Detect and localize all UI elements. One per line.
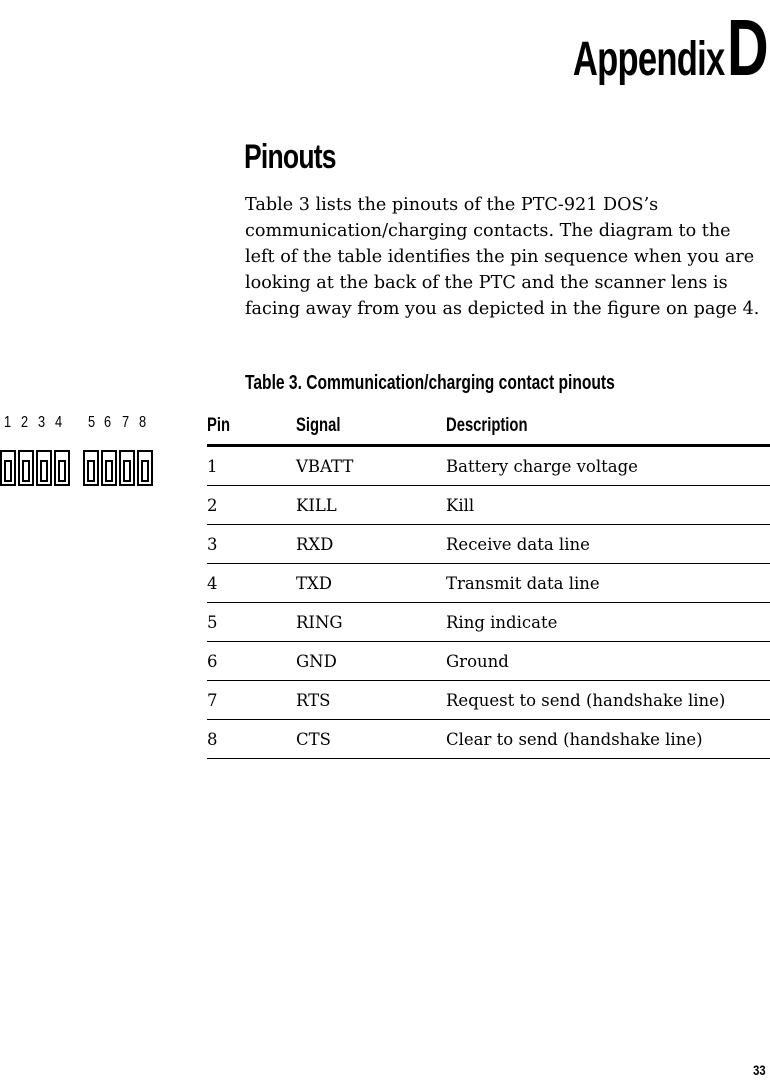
table-row [207, 564, 770, 603]
appendix-word: Appendix [572, 33, 725, 86]
cell-signal: RING [296, 603, 446, 642]
cell-description: Transmit data line [446, 564, 770, 603]
table-row [207, 603, 770, 642]
cell-signal: VBATT [296, 446, 446, 486]
contact-block-left [0, 448, 74, 492]
pin-number-label: 8 [139, 414, 147, 431]
table-caption: Table 3. Communication/charging contact pinouts [245, 372, 615, 394]
section-title: Pinouts [244, 138, 336, 176]
cell-signal: RXD [296, 525, 446, 564]
cell-signal: TXD [296, 564, 446, 603]
cell-pin: 2 [207, 486, 296, 525]
pin-number-label: 4 [55, 414, 63, 431]
page-number: 33 [753, 1062, 766, 1078]
header-pin: Pin [207, 408, 296, 446]
cell-description: Battery charge voltage [446, 446, 770, 486]
cell-signal: KILL [296, 486, 446, 525]
cell-signal: GND [296, 642, 446, 681]
cell-description: Ring indicate [446, 603, 770, 642]
cell-pin: 4 [207, 564, 296, 603]
cell-signal: RTS [296, 681, 446, 720]
cell-pin: 1 [207, 446, 296, 486]
table-row [207, 486, 770, 525]
table-row [207, 642, 770, 681]
table-row [207, 525, 770, 564]
cell-pin: 3 [207, 525, 296, 564]
intro-paragraph: Table 3 lists the pinouts of the PTC-921 DOS’s communication/charging contacts. The diagram to the left of the table identifies the pin sequence when you are looking at the back of the PTC and the scanner lens is facing away from you as depicted in the figure on page 4. [245, 195, 760, 319]
header-description: Description [446, 408, 770, 446]
cell-description: Request to send (handshake line) [446, 681, 770, 720]
cell-description: Kill [446, 486, 770, 525]
pin-number-label: 7 [122, 414, 130, 431]
cell-signal: CTS [296, 720, 446, 759]
table-row [207, 681, 770, 720]
cell-pin: 7 [207, 681, 296, 720]
pin-number-label: 6 [104, 414, 112, 431]
appendix-heading [572, 3, 768, 92]
cell-pin: 6 [207, 642, 296, 681]
pinout-diagram [0, 412, 160, 488]
cell-pin: 8 [207, 720, 296, 759]
cell-description: Clear to send (handshake line) [446, 720, 770, 759]
pin-number-label: 3 [38, 414, 46, 431]
appendix-letter: D [727, 3, 768, 92]
contact-block-right [83, 448, 157, 492]
table-row [207, 720, 770, 759]
pin-number-label: 5 [88, 414, 96, 431]
table-row [207, 446, 770, 486]
cell-description: Receive data line [446, 525, 770, 564]
pin-number-label: 1 [4, 414, 12, 431]
cell-pin: 5 [207, 603, 296, 642]
pinout-table [207, 408, 770, 759]
pin-number-label: 2 [21, 414, 29, 431]
table-header-row [207, 408, 770, 446]
cell-description: Ground [446, 642, 770, 681]
header-signal: Signal [296, 408, 446, 446]
